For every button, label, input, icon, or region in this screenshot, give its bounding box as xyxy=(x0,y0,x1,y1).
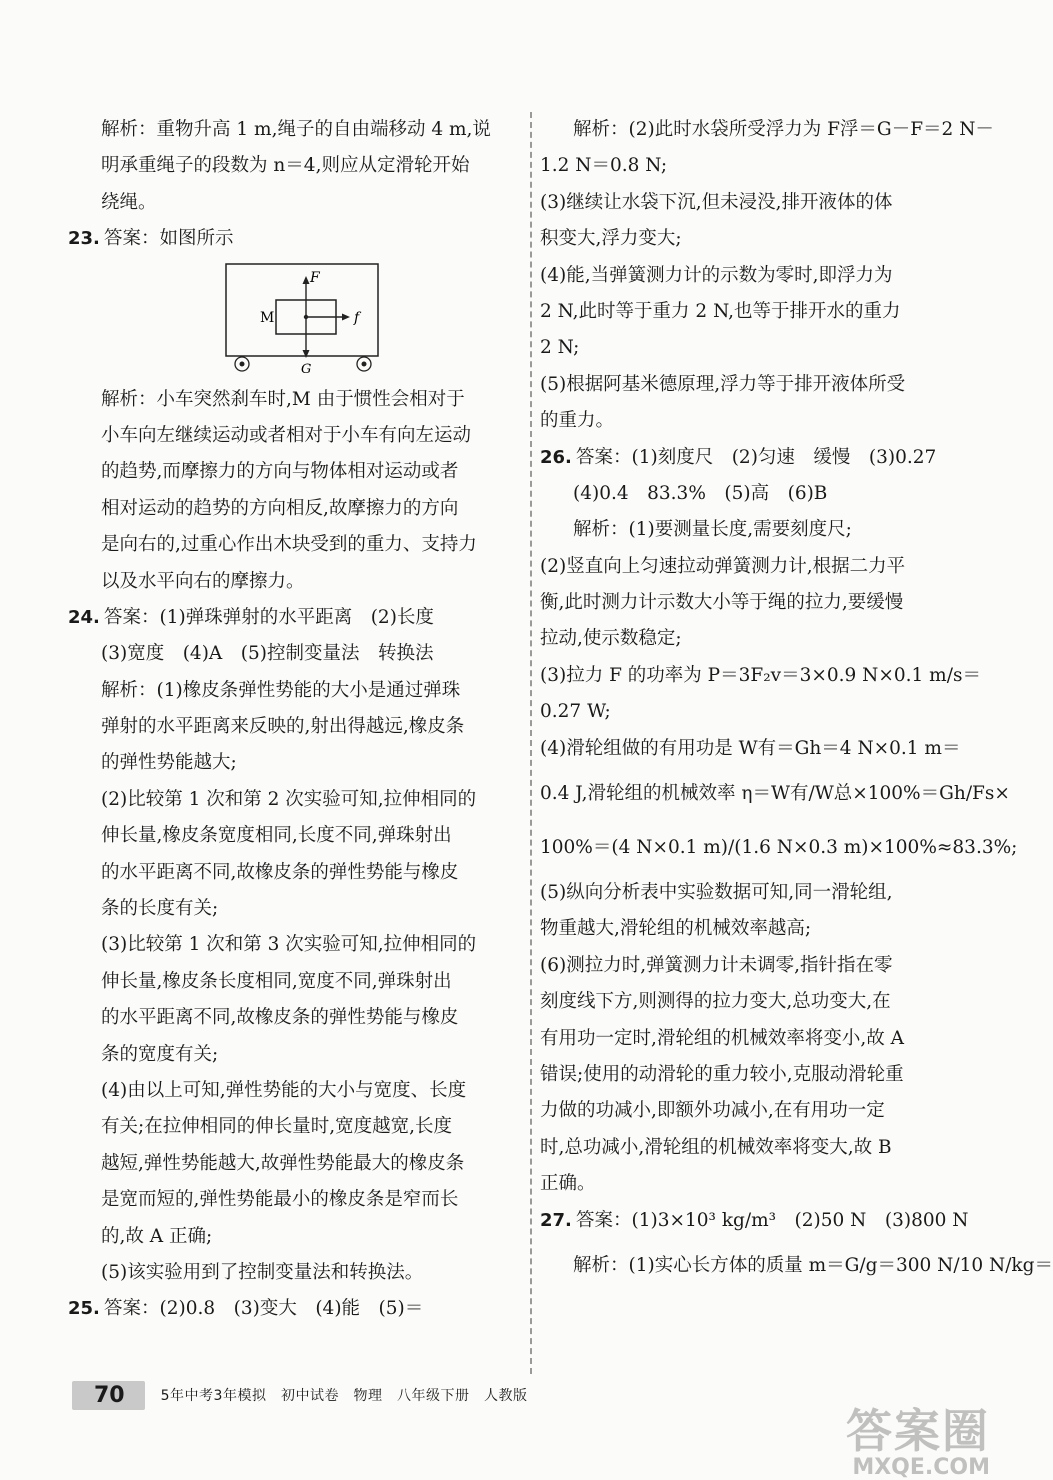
text-line: 的,故 A 正确; xyxy=(101,1225,213,1247)
text-line: (3)拉力 F 的功率为 P＝3F₂v＝3×0.9 N×0.1 m/s＝ xyxy=(540,664,981,686)
text-line: 的重力。 xyxy=(540,410,615,432)
question-number: 25. xyxy=(68,1298,100,1320)
text-line: 绕绳。 xyxy=(101,191,157,213)
text-line: 正确。 xyxy=(540,1173,596,1195)
text-line: 刻度线下方,则测得的拉力变大,总功变大,在 xyxy=(540,991,891,1013)
book-title: 5年中考3年模拟 初中试卷 物理 八年级下册 人教版 xyxy=(160,1388,528,1404)
text-line: 条的宽度有关; xyxy=(101,1043,219,1065)
label-F: F xyxy=(310,269,320,286)
text-line: (4)0.4 83.3% (5)高 (6)B xyxy=(573,482,828,504)
text-line: (5)该实验用到了控制变量法和转换法。 xyxy=(101,1261,424,1283)
text-line: 相对运动的趋势的方向相反,故摩擦力的方向 xyxy=(101,497,459,519)
text-line: 解析：(1)橡皮条弹性势能的大小是通过弹珠 xyxy=(101,679,461,701)
right-column xyxy=(540,112,1053,1293)
cart-force-diagram xyxy=(68,260,523,376)
text-line: 伸长量,橡皮条长度相同,宽度不同,弹珠射出 xyxy=(101,970,452,992)
text-line: 解析：(2)此时水袋所受浮力为 F浮＝G－F＝2 N－ xyxy=(573,119,994,140)
question-number: 27. xyxy=(540,1209,572,1231)
left-column xyxy=(68,112,523,1328)
text-line: 以及水平向右的摩擦力。 xyxy=(101,570,305,592)
watermark-url: MXQE.COM xyxy=(852,1455,990,1480)
text-line: 积变大,浮力变大; xyxy=(540,228,682,250)
watermark xyxy=(846,1395,990,1480)
text-line: 0.27 W; xyxy=(540,701,611,723)
text-line: 解析：小车突然刹车时,M 由于惯性会相对于 xyxy=(101,388,465,410)
text-line: 小车向左继续运动或者相对于小车有向左运动 xyxy=(101,424,472,446)
text-line: (2)比较第 1 次和第 2 次实验可知,拉伸相同的 xyxy=(101,788,477,810)
column-divider xyxy=(530,112,532,1374)
text-line: 1.2 N＝0.8 N; xyxy=(540,155,668,177)
question-24 xyxy=(68,600,523,636)
text-line: 的水平距离不同,故橡皮条的弹性势能与橡皮 xyxy=(101,861,459,883)
page-number: 70 xyxy=(72,1381,145,1410)
text-line: 答案：如图所示 xyxy=(104,228,234,250)
text-line: 错误;使用的动滑轮的重力较小,克服动滑轮重 xyxy=(540,1063,904,1085)
text-line: 答案：(2)0.8 (3)变大 (4)能 (5)＝ xyxy=(104,1298,424,1320)
text-line: 弹射的水平距离来反映的,射出得越远,橡皮条 xyxy=(101,716,465,738)
text-line: 是向右的,过重心作出木块受到的重力、支持力 xyxy=(101,534,477,556)
text-line: (3)继续让水袋下沉,但未浸没,排开液体的体 xyxy=(540,191,893,213)
text-line: 解析：重物升高 1 m,绳子的自由端移动 4 m,说 xyxy=(101,119,491,140)
label-G: G xyxy=(301,361,312,377)
text-line: (6)测拉力时,弹簧测力计未调零,指针指在零 xyxy=(540,954,893,976)
text-line: (3)宽度 (4)A (5)控制变量法 转换法 xyxy=(101,643,434,665)
text-line: 2 N,此时等于重力 2 N,也等于排开水的重力 xyxy=(540,300,901,322)
text-line: (4)能,当弹簧测力计的示数为零时,即浮力为 xyxy=(540,264,893,286)
text-line: 有关;在拉伸相同的伸长量时,宽度越宽,长度 xyxy=(101,1116,452,1138)
text-line: 答案：(1)刻度尺 (2)匀速 缓慢 (3)0.27 xyxy=(576,446,937,468)
text-line: 的弹性势能越大; xyxy=(101,752,237,774)
text-line: 是宽而短的,弹性势能最小的橡皮条是窄而长 xyxy=(101,1189,459,1211)
question-number: 23. xyxy=(68,228,100,250)
text-line: 的趋势,而摩擦力的方向与物体相对运动或者 xyxy=(101,461,459,483)
question-25 xyxy=(68,1291,523,1327)
text-line: 力做的功减小,即额外功减小,在有用功一定 xyxy=(540,1100,885,1122)
text-line: 答案：(1)弹珠弹射的水平距离 (2)长度 xyxy=(104,606,434,628)
text-line: 有用功一定时,滑轮组的机械效率将变小,故 A xyxy=(540,1027,905,1049)
mass-formula: 解析：(1)实心长方体的质量 m＝G/g＝300 N/10 N/kg＝ xyxy=(573,1254,1053,1276)
label-f: f xyxy=(354,309,360,326)
text-line: 越短,弹性势能越大,故弹性势能最大的橡皮条 xyxy=(101,1152,465,1174)
text-line: 2 N; xyxy=(540,337,580,359)
efficiency-formula: 0.4 J,滑轮组的机械效率 η＝W有/W总×100%＝Gh/Fs× xyxy=(540,783,1010,805)
label-M: M xyxy=(260,309,275,326)
text-line: (2)竖直向上匀速拉动弹簧测力计,根据二力平 xyxy=(540,555,906,577)
text-line: (5)根据阿基米德原理,浮力等于排开液体所受 xyxy=(540,373,906,395)
text-line: (5)纵向分析表中实验数据可知,同一滑轮组, xyxy=(540,882,893,904)
question-number: 24. xyxy=(68,606,100,628)
text-line: 明承重绳子的段数为 n＝4,则应从定滑轮开始 xyxy=(101,155,470,177)
efficiency-calculation: 100%＝(4 N×0.1 m)/(1.6 N×0.3 m)×100%≈83.3%; xyxy=(540,837,1018,859)
text-line: (4)滑轮组做的有用功是 W有＝Gh＝4 N×0.1 m＝ xyxy=(540,737,961,759)
text-line: 拉动,使示数稳定; xyxy=(540,628,682,650)
page-footer xyxy=(72,1378,527,1412)
text-line: 物重越大,滑轮组的机械效率越高; xyxy=(540,918,812,940)
text-line: 解析：(1)要测量长度,需要刻度尺; xyxy=(573,519,852,541)
text-line: 的水平距离不同,故橡皮条的弹性势能与橡皮 xyxy=(101,1007,459,1029)
text-line: (3)比较第 1 次和第 3 次实验可知,拉伸相同的 xyxy=(101,934,477,956)
watermark-text: 答案圈 xyxy=(846,1404,990,1458)
force-diagram xyxy=(68,260,523,376)
text-line: 伸长量,橡皮条宽度相同,长度不同,弹珠射出 xyxy=(101,825,452,847)
text-line: 时,总功减小,滑轮组的机械效率将变大,故 B xyxy=(540,1136,892,1158)
text-line: 条的长度有关; xyxy=(101,898,219,920)
text-line: 答案：(1)3×10³ kg/m³ (2)50 N (3)800 N xyxy=(576,1209,969,1231)
question-27 xyxy=(540,1203,980,1239)
text-line: (4)由以上可知,弹性势能的大小与宽度、长度 xyxy=(101,1079,467,1101)
question-26 xyxy=(540,440,980,476)
question-23 xyxy=(68,221,523,257)
question-number: 26. xyxy=(540,446,572,468)
text-line: 衡,此时测力计示数大小等于绳的拉力,要缓慢 xyxy=(540,592,904,614)
